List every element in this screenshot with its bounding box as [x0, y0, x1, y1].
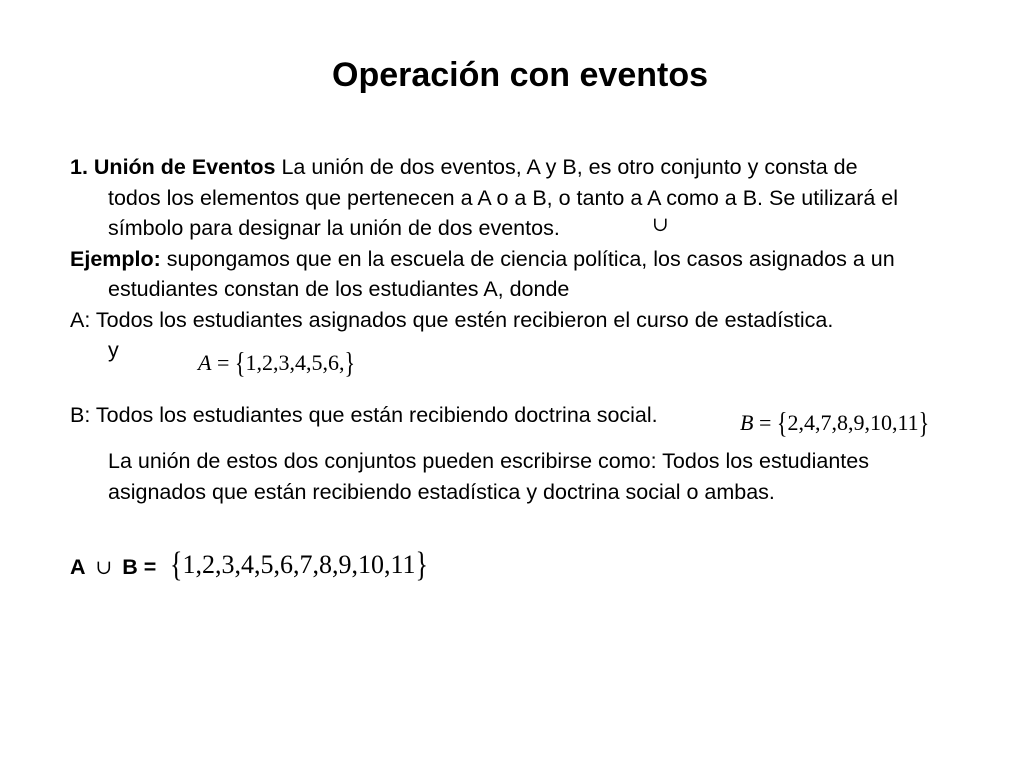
result-left-label: A: [70, 555, 86, 579]
set-a-text: : Todos los estudiantes asignados que estén recibieron el curso de estadística.: [84, 307, 834, 332]
union-text-2: asignados que están recibiendo estadística y doctrina social o ambas.: [108, 479, 775, 504]
definition-number: 1.: [70, 155, 94, 179]
brace-close: }: [344, 345, 355, 380]
set-b-elements: 2,4,7,8,9,10,11: [787, 410, 919, 435]
set-b-name: B: [740, 410, 754, 435]
union-paragraph: [70, 446, 970, 507]
set-a-name: A: [198, 350, 212, 375]
union-result: [70, 552, 156, 583]
union-symbol-icon: ∪: [652, 214, 669, 236]
brace-close: }: [415, 544, 429, 584]
set-a-label: A: [70, 307, 85, 332]
brace-close: }: [918, 405, 930, 440]
example-text-1: supongamos que en la escuela de ciencia política, los casos asignados a un: [160, 246, 895, 271]
set-b-equation: [740, 405, 930, 440]
union-text-1: La unión de estos dos conjuntos pueden escribirse como: Todos los estudiantes: [108, 449, 869, 473]
result-right-label: B =: [122, 555, 157, 579]
brace-open: {: [776, 405, 788, 440]
set-a-connector: y: [108, 338, 119, 362]
definition-text-3: símbolo para designar la unión de dos eventos.: [108, 216, 560, 240]
example-label: Ejemplo:: [70, 246, 161, 271]
set-a-elements: 1,2,3,4,5,6,: [245, 350, 345, 375]
brace-open: {: [170, 544, 183, 584]
union-symbol-icon: ∪: [95, 557, 113, 579]
slide-body: [70, 152, 970, 507]
definition-paragraph: [70, 152, 970, 244]
set-b-text: : Todos los estudiantes que están recibiendo doctrina social.: [84, 402, 658, 427]
slide-title: Operación con eventos: [332, 56, 708, 94]
set-b-label: B: [70, 402, 85, 427]
set-a-equation: [198, 345, 355, 380]
definition-term: Unión de Eventos: [93, 155, 276, 179]
example-text-2: estudiantes constan de los estudiantes A, donde: [108, 277, 570, 301]
union-result-set: [170, 544, 429, 584]
definition-text-1: La unión de dos eventos, A y B, es otro conjunto y consta de: [275, 155, 858, 179]
equals-sign: =: [211, 350, 235, 375]
example-paragraph: [70, 244, 970, 305]
equals-sign: =: [753, 410, 777, 435]
brace-open: {: [234, 345, 246, 380]
definition-text-2: todos los elementos que pertenecen a A o a B, o tanto a A como a B. Se utilizará el: [108, 185, 899, 210]
union-result-elements: 1,2,3,4,5,6,7,8,9,10,11: [182, 550, 416, 579]
